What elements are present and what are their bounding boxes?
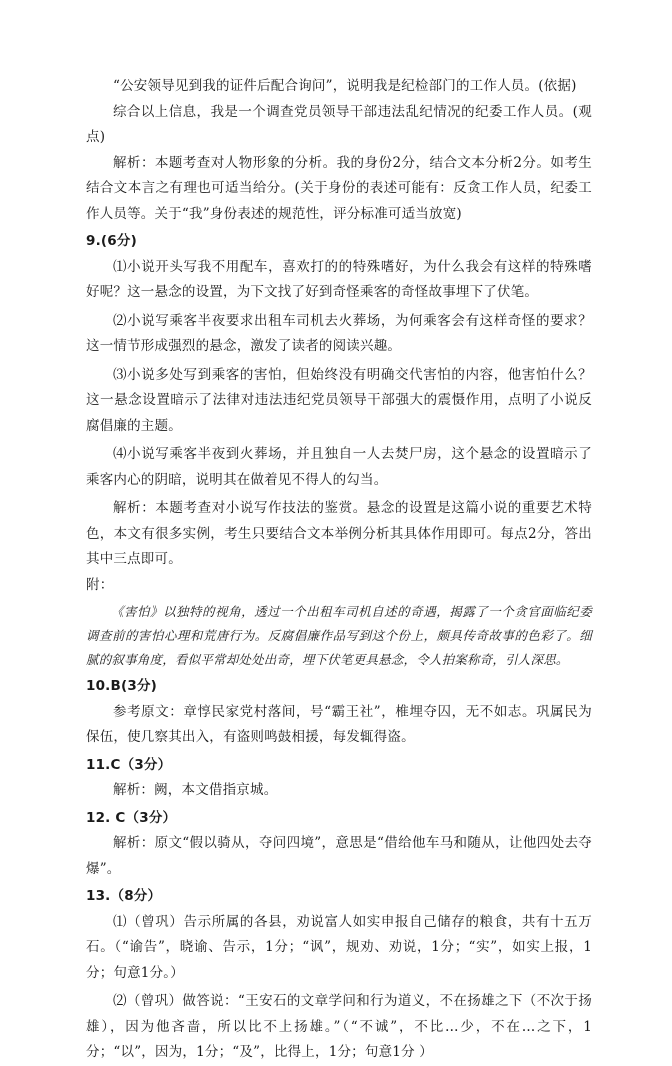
question-10-reference-text: 参考原文：章惇民家党村落间，号“霸王社”，椎埋夺囚，无不如志。巩属民为保伍，使几察其出入，有盗则鸣鼓相援，每发辄得盗。	[86, 703, 592, 745]
question-9-item-3: ⑶小说多处写到乘客的害怕，但始终没有明确交代害怕的内容，他害怕什么？这一悬念设置暗示了法律对违法违纪党员领导干部强大的震慑作用，点明了小说反腐倡廉的主题。	[86, 366, 592, 434]
question-9-attach-label: 附：	[86, 576, 114, 593]
question-12-analysis: 解析：原文“假以骑从，夺问四境”，意思是“借给他车马和随从，让他四处去夺爆”。	[86, 835, 592, 877]
question-9-item-2: ⑵小说写乘客半夜要求出租车司机去火葬场，为何乘客会有这样奇怪的要求？这一情节形成强烈的悬念，激发了读者的阅读兴趣。	[86, 312, 592, 354]
question-9-analysis: 解析：本题考查对小说写作技法的鉴赏。悬念的设置是这篇小说的重要艺术特色，本文有很多实例，考生只要结合文本举例分析其具体作用即可。每点2分，答出其中三点即可。	[86, 500, 592, 567]
question-11-analysis: 解析：阙，本文借指京城。	[113, 782, 278, 798]
question-13-item-2: ⑵（曾巩）做答说：“王安石的文章学问和行为道义，不在扬雄之下（不次于扬雄），因为他吝啬，所以比不上扬雄。”（“不诚”，不比…少，不在…之下，1分；“以”，因为，1分；“及”，比得上，1分；句意1分 ）	[86, 993, 592, 1060]
question-13-heading: 13.（8分）	[86, 888, 162, 904]
answer-conclusion-paragraph: 综合以上信息，我是一个调查党员领导干部违法乱纪情况的纪委工作人员。(观点)	[86, 103, 592, 145]
answer-evidence-paragraph: “公安领导见到我的证件后配合询问”，说明我是纪检部门的工作人员。(依据)	[113, 78, 577, 94]
question-13-item-1: ⑴（曾巩）告示所属的各县，劝说富人如实申报自己储存的粮食，共有十五万石。（“谕告”，晓谕、告示，1分；“讽”，规劝、劝说，1分；“实”，如实上报，1分；句意1分。）	[86, 913, 592, 981]
question-9-attach-note: 《害怕》以独特的视角，透过一个出租车司机自述的奇遇，揭露了一个贪官面临纪委调查前的害怕心理和荒唐行为。反腐倡廉作品写到这个份上，颇具传奇故事的色彩了。细腻的叙事角度，看似平常却处处出奇，埋下伏笔更具悬念，令人拍案称奇，引人深思。	[86, 604, 592, 667]
question-10-heading: 10.B(3分)	[86, 678, 158, 694]
question-9-item-4: ⑷小说写乘客半夜到火葬场，并且独自一人去焚尸房，这个悬念的设置暗示了乘客内心的阴暗，说明其在做着见不得人的勾当。	[86, 446, 592, 488]
answer-analysis-paragraph: 解析：本题考查对人物形象的分析。我的身份2分，结合文本分析2分。如考生结合文本言之有理也可适当给分。(关于身份的表述可能有：反贪工作人员，纪委工作人员等。关于“我”身份表述的规范性，评分标准可适当放宽)	[86, 154, 592, 222]
question-12-heading: 12. C（3分）	[86, 809, 177, 826]
question-11-heading: 11.C（3分）	[86, 756, 172, 773]
question-9-item-1: ⑴小说开头写我不用配车，喜欢打的的特殊嗜好，为什么我会有这样的特殊嗜好呢？这一悬念的设置，为下文找了好到奇怪乘客的奇怪故事埋下了伏笔。	[86, 258, 592, 300]
question-9-heading: 9.(6分)	[86, 233, 137, 249]
